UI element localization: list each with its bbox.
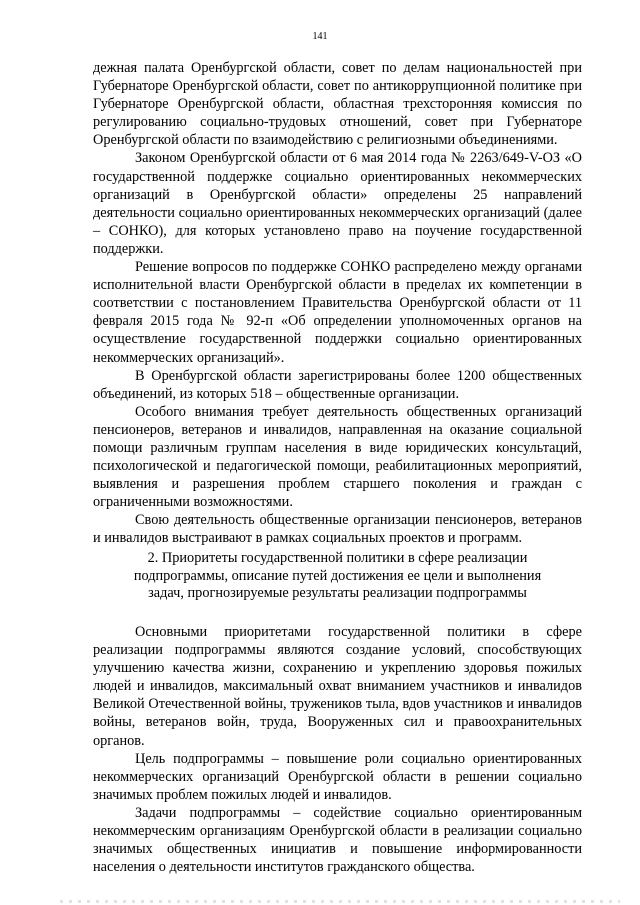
section-heading-line: задач, прогнозируемые результаты реализации подпрограммы [148,585,527,602]
paragraph: Задачи подпрограммы – содействие социально ориентированным некоммерческим организациям Оренбургской области в реализации социально значимых общественных инициатив и повышение информированности населения о деятельности институтов гражданского общества. [93,804,582,876]
paragraph: Свою деятельность общественные организации пенсионеров, ветеранов и инвалидов выстраивают в рамках социальных проектов и программ. [93,512,582,547]
section-heading-line: подпрограммы, описание путей достижения ее цели и выполнения [133,567,542,584]
page-number: 141 [312,31,328,42]
scan-artifact-line [60,900,620,903]
section-heading [93,550,582,603]
paragraph: Особого внимания требует деятельность общественных организаций пенсионеров, ветеранов и инвалидов, направленная на оказание социальной помощи различным группам населения в виде юридических консультаций, психологической и педагогической помощи, реабилитационных мероприятий, выявления и разрешения проблем старшего поколения и граждан с ограниченными возможностями. [93,403,582,511]
body-text-top [93,59,582,548]
section-heading-line: 2. Приоритеты государственной политики в сфере реализации [147,550,528,566]
paragraph: Цель подпрограммы – повышение роли социально ориентированных некоммерческих организаций Оренбургской области в решении социально значимых проблем пожилых людей и инвалидов. [93,750,582,803]
paragraph: В Оренбургской области зарегистрированы более 1200 общественных объединений, из которых 518 – общественные организации. [93,367,582,402]
body-text-bottom [93,623,582,876]
paragraph: Основными приоритетами государственной политики в сфере реализации подпрограммы являются создание условий, способствующих улучшению качества жизни, сохранению и укреплению здоровья пожилых людей и инвалидов, максимальный охват вниманием участников и инвалидов Великой Отечественной войны, тружеников тыла, вдов участников и инвалидов войны, ветеранов войн, труда, Вооруженных сил и правоохранительных органов. [93,624,582,749]
paragraph: Решение вопросов по поддержке СОНКО распределено между органами исполнительной власти Оренбургской области в пределах их компетенции в соответствии с постановлением Правительства Оренбургской области от 11 февраля 2015 года № 92-п «Об определении уполномоченных органов на осуществление государственной поддержки социально ориентированных некоммерческих организаций». [93,259,582,366]
paragraph: Законом Оренбургской области от 6 мая 2014 года № 2263/649-V-ОЗ «О государственной поддержке социально ориентированных некоммерческих организаций в Оренбургской области» определены 25 направлений деятельности социально ориентированных некоммерческих организаций (далее – СОНКО), для которых установлено право на поучение государственной поддержки. [93,150,582,257]
paragraph: дежная палата Оренбургской области, совет по делам национальностей при Губернаторе Оренбургской области, совет по антикоррупционной политике при Губернаторе Оренбургской области, областная трехсторонняя комиссия по регулированию социально-трудовых отношений, совет при Губернаторе Оренбургской области по взаимодействию с религиозными объединениями. [93,60,582,149]
